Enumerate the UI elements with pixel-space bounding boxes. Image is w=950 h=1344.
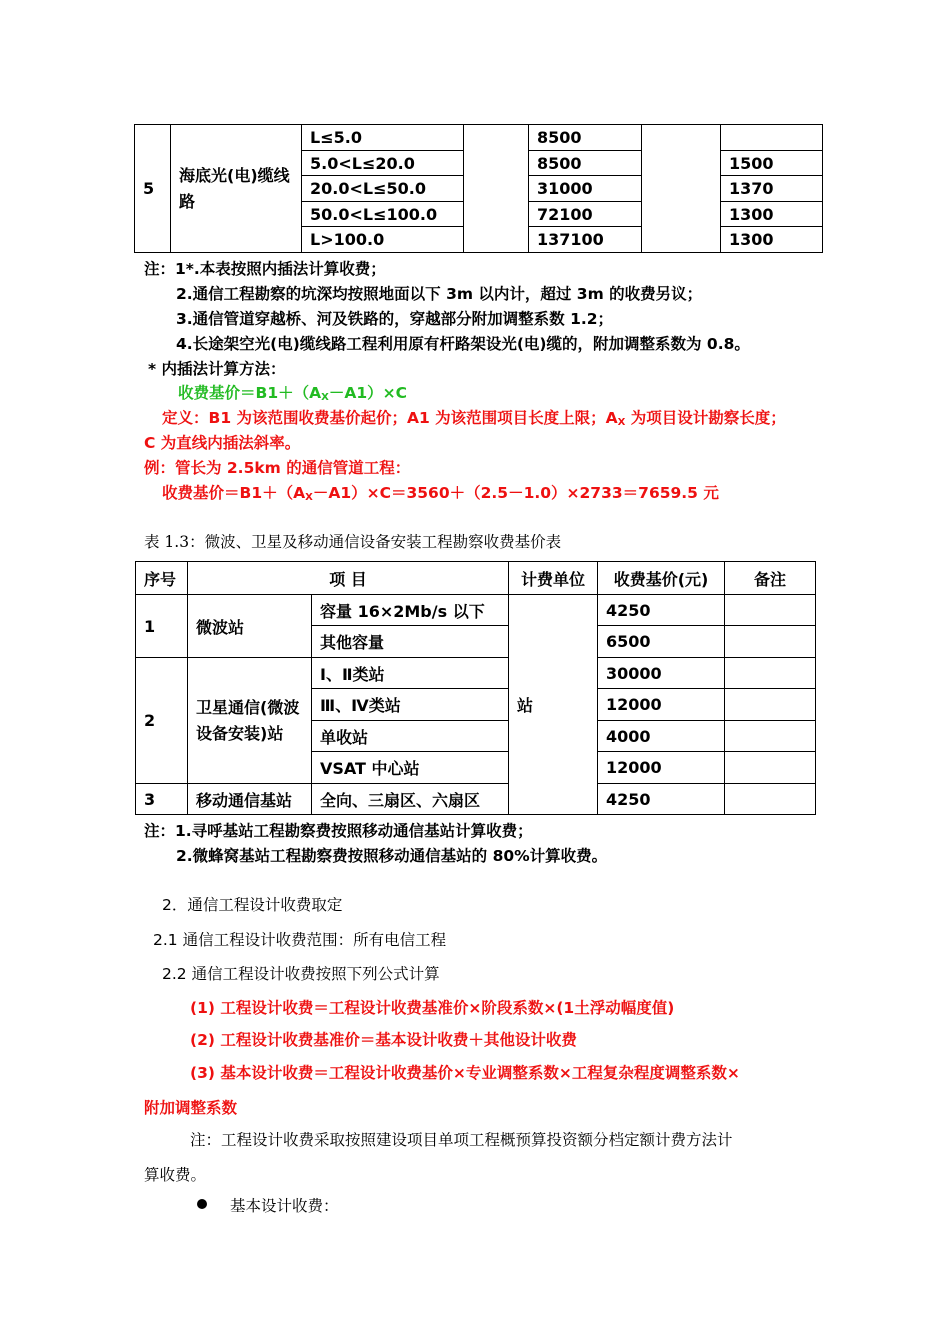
fee-table-continued bbox=[134, 124, 823, 253]
header-price: 收费基价(元) bbox=[598, 562, 725, 595]
range-cell: L≤5.0 bbox=[302, 125, 464, 151]
remark-cell bbox=[725, 658, 816, 689]
price-cell: 72100 bbox=[529, 202, 642, 227]
range-cell: 20.0<L≤50.0 bbox=[302, 176, 464, 202]
header-seq: 序号 bbox=[136, 562, 188, 595]
sub-item-cell: 单收站 bbox=[312, 721, 509, 752]
price-cell: 12000 bbox=[598, 752, 725, 784]
remark-cell bbox=[725, 689, 816, 721]
design-note: 注：工程设计收费采取按照建设项目单项工程概预算投资额分档定额计费方法计 bbox=[190, 1131, 733, 1149]
note-4: 4.长途架空光(电)缆线路工程利用原有杆路架设光(电)缆的，附加调整系数为 0.8。 bbox=[176, 335, 750, 353]
seq-cell: 2 bbox=[136, 658, 188, 784]
remark-cell bbox=[725, 784, 816, 815]
sub-item-cell: 其他容量 bbox=[312, 626, 509, 658]
range-cell: 5.0<L≤20.0 bbox=[302, 151, 464, 176]
range-cell: L>100.0 bbox=[302, 227, 464, 253]
item-cell: 移动通信基站 bbox=[188, 784, 312, 815]
formula-1: (1) 工程设计收费＝工程设计收费基准价×阶段系数×(1土浮动幅度值) bbox=[190, 999, 675, 1017]
sub-item-cell: 全向、三扇区、六扇区 bbox=[312, 784, 509, 815]
item-cell: 卫星通信(微波设备安装)站 bbox=[188, 658, 312, 784]
section-2-1: 2.1 通信工程设计收费范围：所有电信工程 bbox=[153, 931, 447, 949]
remark-cell bbox=[725, 752, 816, 784]
bullet-icon bbox=[197, 1199, 207, 1209]
formula-3: (3) 基本设计收费＝工程设计收费基价×专业调整系数×工程复杂程度调整系数× bbox=[190, 1064, 740, 1082]
price-cell: 8500 bbox=[529, 125, 642, 151]
seq-cell: 3 bbox=[136, 784, 188, 815]
extra-cell: 1500 bbox=[721, 151, 823, 176]
note2-2: 2.微蜂窝基站工程勘察费按照移动通信基站的 80%计算收费。 bbox=[176, 847, 608, 865]
price-cell: 137100 bbox=[529, 227, 642, 253]
header-item: 项 目 bbox=[188, 562, 509, 595]
section-2-2: 2.2 通信工程设计收费按照下列公式计算 bbox=[162, 965, 440, 983]
extra-cell: 1370 bbox=[721, 176, 823, 202]
note-2: 2.通信工程勘察的坑深均按照地面以下 3m 以内计，超过 3m 的收费另议； bbox=[176, 285, 703, 303]
price-cell: 4000 bbox=[598, 721, 725, 752]
example-calc: 收费基价$=B1+(A_X-A1)\times C=3560+(2.5-1.0)\times 2733=7659.5$ 元 bbox=[162, 484, 719, 503]
extra-cell: 1300 bbox=[721, 202, 823, 227]
formula-2: (2) 工程设计收费基准价＝基本设计收费＋其他设计收费 bbox=[190, 1031, 577, 1049]
sub-item-cell: VSAT 中心站 bbox=[312, 752, 509, 784]
design-note-cont: 算收费。 bbox=[144, 1166, 207, 1184]
price-cell: 31000 bbox=[529, 176, 642, 202]
survey-fee-table bbox=[135, 561, 816, 815]
remark-cell bbox=[725, 595, 816, 626]
empty-cell bbox=[642, 125, 721, 253]
section-title: 2．通信工程设计收费取定 bbox=[162, 896, 343, 914]
item-cell: 微波站 bbox=[188, 595, 312, 658]
note-3: 3.通信管道穿越桥、河及铁路的，穿越部分附加调整系数 1.2； bbox=[176, 310, 614, 328]
unit-cell: 站 bbox=[509, 595, 598, 815]
row-seq: 5 bbox=[135, 125, 171, 253]
row-item: 海底光(电)缆线路 bbox=[171, 125, 302, 253]
remark-cell bbox=[725, 721, 816, 752]
price-cell: 4250 bbox=[598, 784, 725, 815]
formula: 收费基价$=B1+(A_X-A1)\times C$ bbox=[178, 384, 407, 403]
header-unit: 计费单位 bbox=[509, 562, 598, 595]
remark-cell bbox=[725, 626, 816, 658]
table-caption: 表 1.3：微波、卫星及移动通信设备安装工程勘察收费基价表 bbox=[144, 533, 562, 551]
price-cell: 30000 bbox=[598, 658, 725, 689]
definition-c: C 为直线内插法斜率。 bbox=[144, 434, 301, 452]
seq-cell: 1 bbox=[136, 595, 188, 658]
sub-item-cell: Ⅰ、Ⅱ类站 bbox=[312, 658, 509, 689]
note-1: 注：1*.本表按照内插法计算收费； bbox=[144, 260, 386, 278]
sub-item-cell: 容量 16×2Mb/s 以下 bbox=[312, 595, 509, 626]
unit-cell bbox=[464, 125, 529, 253]
method-title: * 内插法计算方法： bbox=[148, 360, 286, 378]
formula-3-cont: 附加调整系数 bbox=[144, 1099, 238, 1117]
sub-item-cell: Ⅲ、Ⅳ类站 bbox=[312, 689, 509, 721]
example-title: 例：管长为 2.5km 的通信管道工程： bbox=[144, 459, 411, 477]
price-cell: 6500 bbox=[598, 626, 725, 658]
price-cell: 4250 bbox=[598, 595, 725, 626]
range-cell: 50.0<L≤100.0 bbox=[302, 202, 464, 227]
bullet-text: 基本设计收费： bbox=[230, 1197, 339, 1215]
note2-1: 注：1.寻呼基站工程勘察费按照移动通信基站计算收费； bbox=[144, 822, 533, 840]
price-cell: 8500 bbox=[529, 151, 642, 176]
header-remark: 备注 bbox=[725, 562, 816, 595]
definition: 定义：B1 为该范围收费基价起价；A1 为该范围项目长度上限；$A_X$ 为项目设计勘察长度； bbox=[162, 409, 786, 428]
extra-cell bbox=[721, 125, 823, 151]
extra-cell: 1300 bbox=[721, 227, 823, 253]
price-cell: 12000 bbox=[598, 689, 725, 721]
